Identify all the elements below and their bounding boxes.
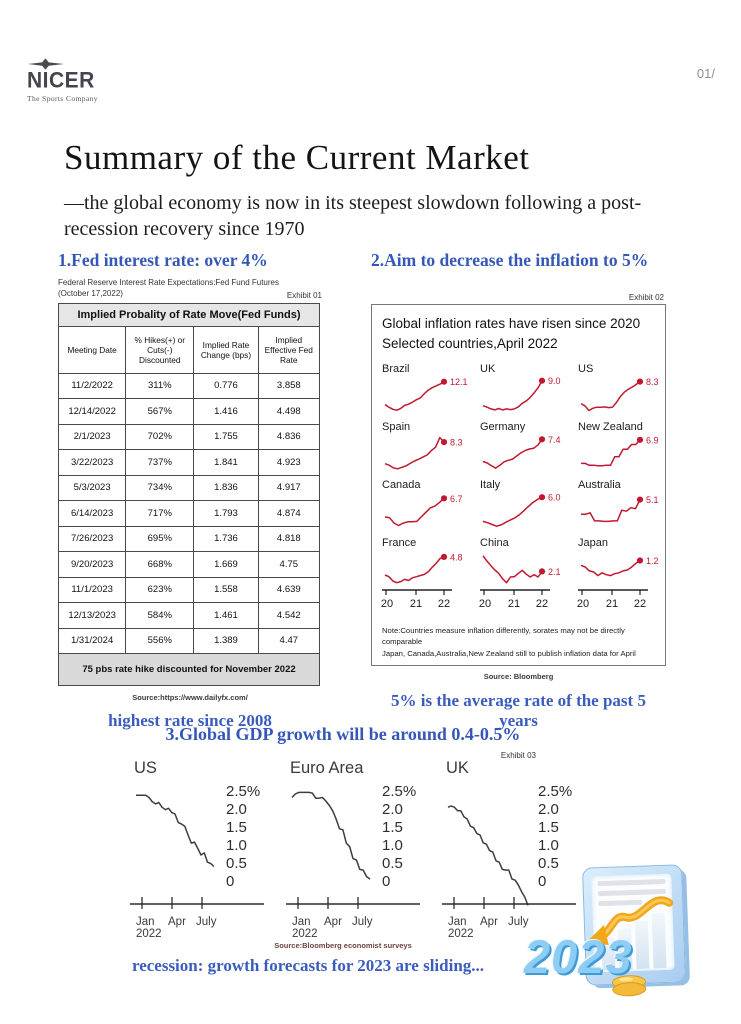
section2-heading: 2.Aim to decrease the inflation to 5%: [371, 250, 649, 270]
svg-text:22: 22: [535, 597, 549, 610]
cell: 1.736: [194, 526, 258, 552]
cell: 12/14/2022: [59, 399, 126, 425]
x-label-july: July: [352, 916, 373, 928]
svg-text:0: 0: [226, 873, 235, 890]
x-label-year: 2022: [448, 928, 474, 940]
x-label-apr: Apr: [168, 916, 186, 928]
cell: 4.498: [258, 399, 319, 425]
col-header-meeting-date: Meeting Date: [59, 326, 126, 373]
mini-chart-china: [480, 537, 572, 621]
cell: 5/3/2023: [59, 475, 126, 501]
mini-chart-france: [382, 537, 474, 621]
cell: 734%: [126, 475, 194, 501]
table-row: [59, 577, 320, 603]
cell: 3/22/2023: [59, 450, 126, 476]
table-row: [59, 399, 320, 425]
inflation-chart-box: [371, 304, 666, 666]
section1-heading: 1.Fed interest rate: over 4%: [58, 250, 268, 270]
svg-text:1.0: 1.0: [382, 837, 403, 854]
svg-text:20: 20: [478, 597, 492, 610]
x-label-year: 2022: [292, 928, 318, 940]
year-2023-graphic: 2023: [524, 930, 633, 983]
country-label: US: [578, 362, 594, 375]
country-label: France: [382, 536, 417, 549]
svg-text:21: 21: [507, 597, 521, 610]
country-label: Australia: [578, 478, 621, 491]
cell: 1/31/2024: [59, 628, 126, 654]
mini-chart-germany: [480, 421, 572, 479]
mini-chart-canada: [382, 479, 474, 537]
gdp-panel-uk: [440, 759, 588, 941]
inflation-mini-chart-grid: [380, 362, 659, 621]
line-chart: [578, 492, 670, 534]
svg-text:6.7: 6.7: [450, 493, 463, 504]
country-label: UK: [480, 362, 496, 375]
mini-chart-japan: [578, 537, 670, 621]
svg-text:20: 20: [380, 597, 394, 610]
table-row: [59, 628, 320, 654]
cell: 717%: [126, 501, 194, 527]
cell: 702%: [126, 424, 194, 450]
cell: 4.47: [258, 628, 319, 654]
x-axis-labels: [128, 914, 276, 941]
svg-text:2.5%: 2.5%: [226, 783, 261, 800]
svg-text:4.8: 4.8: [450, 551, 463, 562]
logo-name: NICER: [27, 68, 95, 93]
cell: 311%: [126, 373, 194, 399]
svg-text:1.2: 1.2: [646, 555, 659, 566]
col-header-implied-change: Implied Rate Change (bps): [194, 326, 258, 373]
svg-text:8.3: 8.3: [450, 437, 463, 448]
line-chart: [128, 782, 276, 914]
x-label-july: July: [196, 916, 217, 928]
cell: 668%: [126, 552, 194, 578]
line-chart: [480, 550, 572, 610]
cell: 1.793: [194, 501, 258, 527]
svg-text:22: 22: [437, 597, 451, 610]
mini-chart-spain: [382, 421, 474, 479]
cell: 11/2/2022: [59, 373, 126, 399]
cell: 4.75: [258, 552, 319, 578]
x-label-year: 2022: [136, 928, 162, 940]
table-row: [59, 526, 320, 552]
cell: 1.669: [194, 552, 258, 578]
country-label: New Zealand: [578, 420, 643, 433]
section3-heading: 3.Global GDP growth will be around 0.4-0.5%: [165, 724, 521, 744]
svg-text:2.0: 2.0: [226, 801, 247, 818]
cell: 1.461: [194, 603, 258, 629]
x-axis-labels: [284, 914, 432, 941]
x-label-apr: Apr: [324, 916, 342, 928]
line-chart: [382, 492, 474, 534]
source-link[interactable]: Source:https://www.dailyfx.com/: [132, 692, 248, 702]
svg-text:21: 21: [605, 597, 619, 610]
mini-chart-italy: [480, 479, 572, 537]
cell: 4.874: [258, 501, 319, 527]
svg-text:2.5%: 2.5%: [538, 783, 573, 800]
section-fed-rates: [58, 250, 322, 731]
note-line1: Note:Countries measure inflation differently, sorates may not be directly comparable: [382, 625, 625, 647]
chart-note: [382, 625, 655, 660]
cell: 6/14/2023: [59, 501, 126, 527]
page-subtitle: —the global economy is now in its steepest slowdown following a post-recession recovery since 1970: [64, 192, 642, 241]
chart-title-line1: Global inflation rates have risen since 2020: [382, 316, 641, 331]
cell: 1.416: [194, 399, 258, 425]
section2-takeaway: 5% is the average rate of the past 5 years: [391, 691, 646, 731]
svg-text:1.5: 1.5: [226, 819, 247, 836]
country-label: Germany: [480, 420, 526, 433]
svg-text:12.1: 12.1: [450, 376, 468, 387]
country-label: Italy: [480, 478, 501, 491]
exhibit2-label: Exhibit 02: [628, 293, 664, 302]
line-chart: [382, 434, 474, 476]
page-title: Summary of the Current Market: [64, 138, 530, 177]
line-chart: [440, 782, 588, 914]
caption-line2: (October 17,2022): [58, 288, 123, 298]
mini-chart-new-zealand: [578, 421, 670, 479]
cell: 4.639: [258, 577, 319, 603]
fed-funds-table: [58, 303, 320, 686]
exhibit1-caption: [58, 278, 279, 300]
table-footer-note: 75 pbs rate hike discounted for November 2022: [59, 654, 320, 686]
x-label-jan: Jan: [136, 916, 155, 928]
chart-title-line2: Selected countries,April 2022: [382, 336, 558, 352]
svg-text:22: 22: [633, 597, 647, 610]
line-chart: [382, 550, 474, 610]
table-row: [59, 552, 320, 578]
mini-chart-australia: [578, 479, 670, 537]
country-label: Japan: [578, 536, 608, 549]
cell: 737%: [126, 450, 194, 476]
cell: 9/20/2023: [59, 552, 126, 578]
country-label: Spain: [382, 420, 411, 433]
table-row: [59, 373, 320, 399]
country-label: China: [480, 536, 509, 549]
col-header-hikes: % Hikes(+) or Cuts(-) Discounted: [126, 326, 194, 373]
table-row: [59, 501, 320, 527]
cell: 556%: [126, 628, 194, 654]
x-label-july: July: [508, 916, 529, 928]
svg-text:1.5: 1.5: [382, 819, 403, 836]
svg-text:20: 20: [576, 597, 590, 610]
cell: 11/1/2023: [59, 577, 126, 603]
svg-text:0: 0: [538, 873, 547, 890]
section1-takeaway: highest rate since 2008: [108, 710, 272, 730]
col-header-effective-rate: Implied Effective Fed Rate: [258, 326, 319, 373]
svg-text:2.1: 2.1: [548, 566, 561, 577]
line-chart: [578, 550, 670, 610]
line-chart: [382, 376, 474, 418]
cell: 4.818: [258, 526, 319, 552]
line-chart: [284, 782, 432, 914]
cell: 623%: [126, 577, 194, 603]
mini-chart-brazil: [382, 363, 474, 421]
table-title: Implied Probality of Rate Move(Fed Funds): [59, 303, 320, 326]
line-chart: [480, 492, 572, 534]
x-label-jan: Jan: [292, 916, 311, 928]
panel-label: Euro Area: [290, 759, 364, 777]
svg-text:9.0: 9.0: [548, 375, 561, 386]
table-row: [59, 424, 320, 450]
svg-text:21: 21: [409, 597, 423, 610]
svg-text:1.0: 1.0: [538, 837, 559, 854]
inflation-chart-title: [382, 314, 655, 355]
svg-text:5.1: 5.1: [646, 494, 659, 505]
country-label: Brazil: [382, 362, 410, 375]
x-label-jan: Jan: [448, 916, 467, 928]
mini-chart-us: [578, 363, 670, 421]
cell: 567%: [126, 399, 194, 425]
cell: 695%: [126, 526, 194, 552]
svg-text:0.5: 0.5: [226, 855, 247, 872]
cell: 12/13/2023: [59, 603, 126, 629]
source-bloomberg: Source: Bloomberg: [483, 672, 554, 682]
svg-text:6.0: 6.0: [548, 492, 561, 503]
gdp-panel-us: [128, 759, 276, 941]
svg-text:1.0: 1.0: [226, 837, 247, 854]
gdp-panels-row: [128, 759, 598, 941]
text-line-decor: [597, 879, 665, 886]
source-bloomberg-surveys: Source:Bloomberg economist surveys: [274, 941, 412, 950]
mini-chart-uk: [480, 363, 572, 421]
company-logo: [27, 58, 137, 103]
table-row: [59, 603, 320, 629]
svg-text:1.5: 1.5: [538, 819, 559, 836]
line-chart: [578, 376, 670, 418]
gdp-panel-euro-area: [284, 759, 432, 941]
cell: 1.755: [194, 424, 258, 450]
cell: 7/26/2023: [59, 526, 126, 552]
cell: 4.542: [258, 603, 319, 629]
section3-takeaway: recession: growth forecasts for 2023 are sliding...: [131, 956, 485, 975]
caption-line1: Federal Reserve Interest Rate Expectations:Fed Fund Futures: [58, 278, 279, 287]
svg-text:7.4: 7.4: [548, 434, 561, 445]
cell: 1.558: [194, 577, 258, 603]
svg-text:2.0: 2.0: [382, 801, 403, 818]
logo-tagline: The Sports Company: [27, 94, 98, 103]
panel-label: UK: [446, 759, 469, 777]
svg-text:0.5: 0.5: [382, 855, 403, 872]
line-chart: [480, 376, 572, 418]
page-number: 01/: [696, 66, 715, 81]
cell: 1.389: [194, 628, 258, 654]
table-row: [59, 475, 320, 501]
svg-text:0: 0: [382, 873, 391, 890]
cell: 4.923: [258, 450, 319, 476]
svg-text:2.5%: 2.5%: [382, 783, 417, 800]
cell: 0.776: [194, 373, 258, 399]
cell: 4.917: [258, 475, 319, 501]
section-inflation: [371, 250, 666, 731]
panel-label: US: [134, 759, 157, 777]
cell: 1.836: [194, 475, 258, 501]
cell: 584%: [126, 603, 194, 629]
exhibit1-label: Exhibit 01: [286, 290, 322, 300]
table-header-row: [59, 326, 320, 373]
line-chart: [480, 434, 572, 476]
x-label-apr: Apr: [480, 916, 498, 928]
cell: 1.841: [194, 450, 258, 476]
cell: 4.836: [258, 424, 319, 450]
exhibit3-label: Exhibit 03: [500, 751, 536, 760]
cell: 2/1/2023: [59, 424, 126, 450]
line-chart: [578, 434, 670, 476]
exhibit1-caption-row: [58, 278, 322, 300]
country-label: Canada: [382, 478, 421, 491]
svg-text:0.5: 0.5: [538, 855, 559, 872]
svg-text:6.9: 6.9: [646, 434, 659, 445]
note-line2: Japan, Canada,Australia,New Zealand still to publish inflation data for April: [382, 648, 636, 658]
svg-text:8.3: 8.3: [646, 376, 659, 387]
table-row: [59, 450, 320, 476]
svg-text:2.0: 2.0: [538, 801, 559, 818]
cell: 3.858: [258, 373, 319, 399]
